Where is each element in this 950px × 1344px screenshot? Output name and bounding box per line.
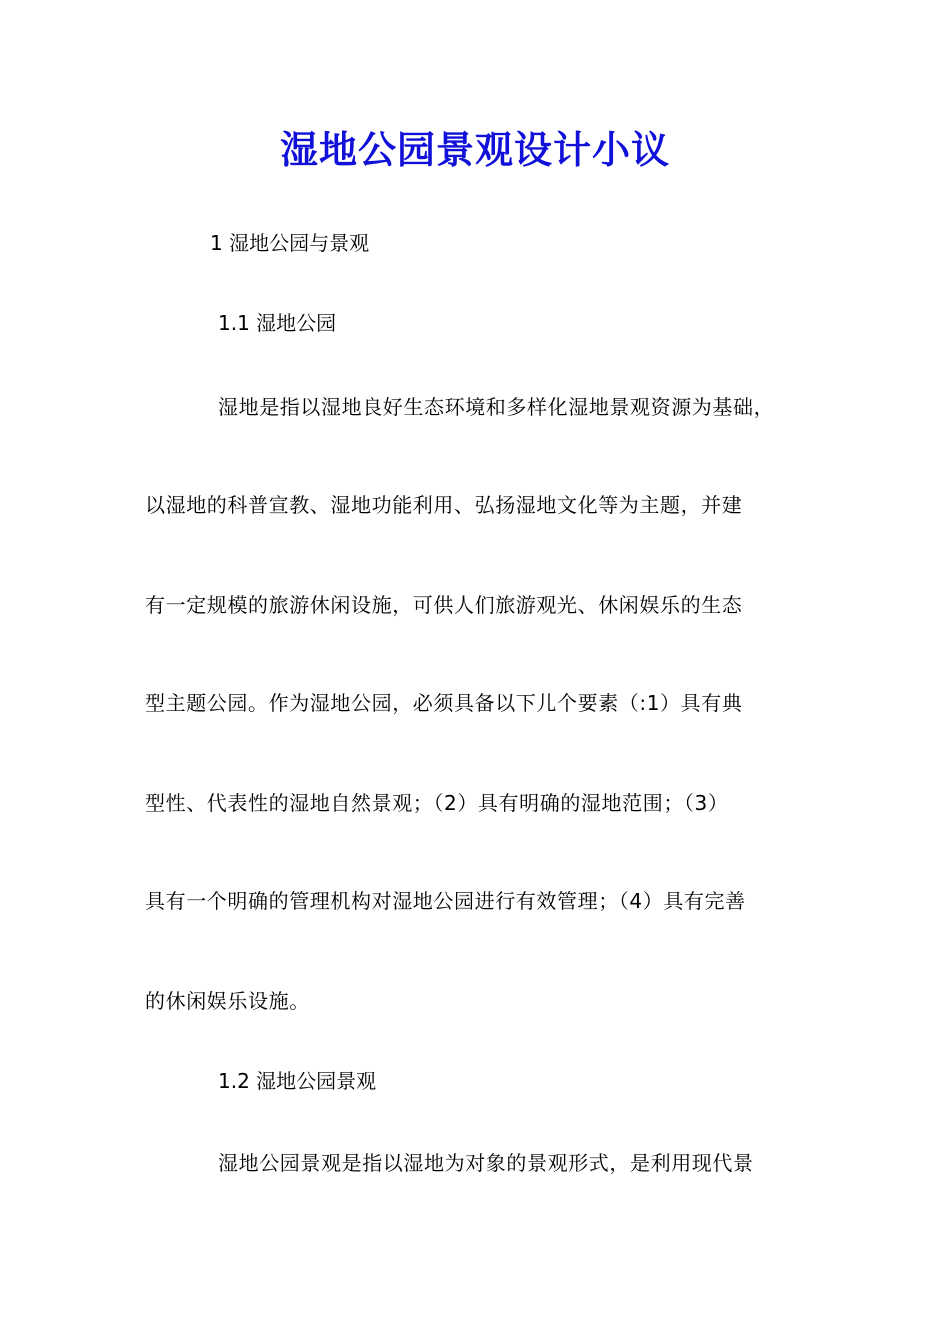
- paragraph-1-line: 有一定规模的旅游休闲设施，可供人们旅游观光、休闲娱乐的生态: [145, 593, 743, 617]
- paragraph-1-line: 的休闲娱乐设施。: [145, 989, 310, 1013]
- section-heading-1: 1 湿地公园与景观: [210, 231, 370, 255]
- paragraph-1-line: 型性、代表性的湿地自然景观；（2）具有明确的湿地范围；（3）: [145, 791, 729, 815]
- document-title: 湿地公园景观设计小议: [279, 127, 670, 172]
- paragraph-1-line: 以湿地的科普宣教、湿地功能利用、弘扬湿地文化等为主题，并建: [145, 493, 743, 517]
- paragraph-2-line: 湿地公园景观是指以湿地为对象的景观形式，是利用现代景: [218, 1151, 754, 1175]
- section-heading-1-1: 1.1 湿地公园: [218, 311, 337, 335]
- section-heading-1-2: 1.2 湿地公园景观: [218, 1069, 377, 1093]
- paragraph-1-line: 具有一个明确的管理机构对湿地公园进行有效管理；（4）具有完善: [145, 889, 746, 913]
- paragraph-1-line: 湿地是指以湿地良好生态环境和多样化湿地景观资源为基础，: [218, 395, 775, 419]
- paragraph-1-line: 型主题公园。作为湿地公园，必须具备以下儿个要素（:1）具有典: [145, 691, 743, 715]
